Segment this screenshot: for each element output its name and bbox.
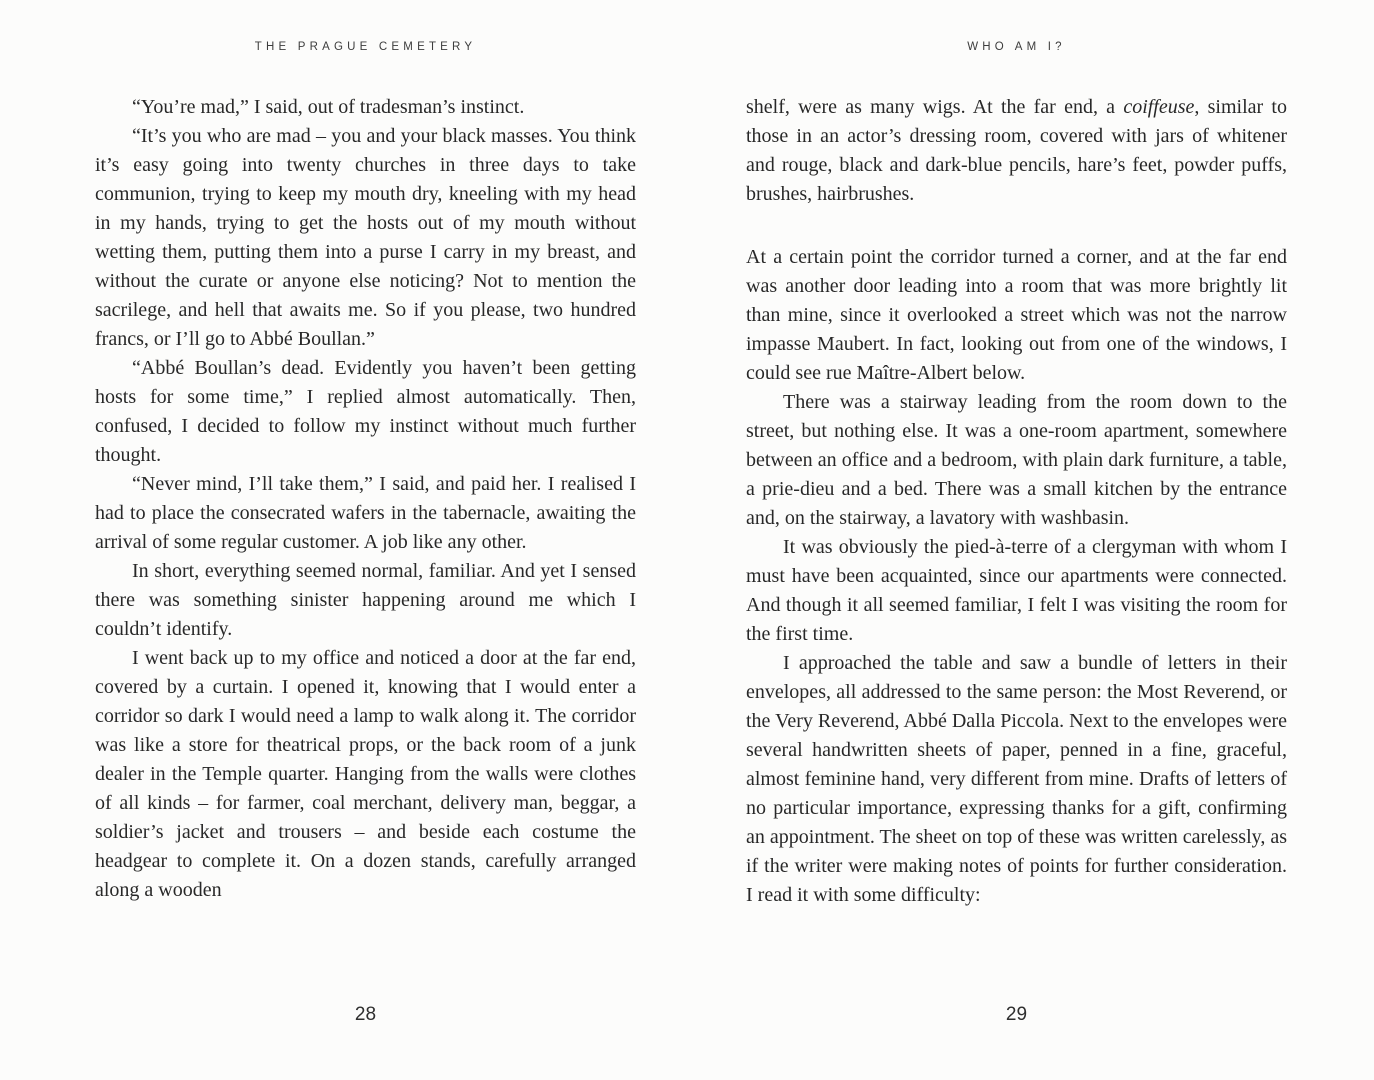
text-segment: At a certain point the corridor turned a corner, and at the far end was another door leading into a room that was more brightly lit than mine, since it overlooked a street which was not the narrow impasse Maubert. In fact, looking out from one of the windows, I could see rue Maître-Albert below. bbox=[746, 246, 1287, 384]
italic-text-segment: coiffeuse bbox=[1123, 96, 1195, 118]
paragraph bbox=[95, 644, 636, 905]
text-segment: , similar to those in an actor’s dressing room, covered with jars of whitener and rouge, black and dark-blue pencils, hare’s feet, powder puffs, brushes, hairbrushes. bbox=[746, 96, 1287, 205]
paragraph bbox=[95, 354, 636, 470]
page-left bbox=[95, 0, 636, 1080]
text-segment: shelf, were as many wigs. At the far end, a bbox=[746, 96, 1124, 118]
left-page-number: 28 bbox=[354, 1004, 377, 1025]
page-right bbox=[746, 0, 1287, 1080]
paragraph bbox=[746, 649, 1287, 910]
paragraph bbox=[95, 122, 636, 354]
text-segment: There was a stairway leading from the room down to the street, but nothing else. It was a one-room apartment, somewhere between an office and a bedroom, with plain dark furniture, a table, a prie-dieu and a bed. There was a small kitchen by the entrance and, on the stairway, a lavatory with washbasin. bbox=[746, 391, 1287, 529]
text-segment: “You’re mad,” I said, out of tradesman’s instinct. bbox=[132, 96, 525, 118]
text-segment: I approached the table and saw a bundle of letters in their envelopes, all addressed to the same person: the Most Reverend, or the Very Reverend, Abbé Dalla Piccola. Next to the envelopes were several handwritten sheets of paper, penned in a fine, graceful, almost feminine hand, very different from mine. Drafts of letters of no particular importance, expressing thanks for a gift, confirming an appointment. The sheet on top of these was written carelessly, as if the writer were making notes of points for further consideration. I read it with some difficulty: bbox=[746, 652, 1287, 906]
text-segment: “It’s you who are mad – you and your black masses. You think it’s easy going into twenty churches in three days to take communion, trying to keep my mouth dry, kneeling with my head in my hands, trying to get the hosts out of my mouth without wetting them, putting them into a purse I carry in my breast, and without the curate or anyone else noticing? Not to mention the sacrilege, and hell that awaits me. So if you please, two hundred francs, or I’ll go to Abbé Boullan.” bbox=[95, 125, 636, 350]
paragraph bbox=[95, 93, 636, 122]
paragraph bbox=[746, 388, 1287, 533]
left-running-header: THE PRAGUE CEMETERY bbox=[254, 41, 477, 53]
text-segment: “Never mind, I’ll take them,” I said, and paid her. I realised I had to place the consecrated wafers in the tabernacle, awaiting the arrival of some regular customer. A job like any other. bbox=[95, 473, 636, 553]
paragraph bbox=[746, 93, 1287, 209]
paragraph bbox=[95, 557, 636, 644]
text-segment: It was obviously the pied-à-terre of a clergyman with whom I must have been acquainted, since our apartments were connected. And though it all seemed familiar, I felt I was visiting the room for the first time. bbox=[746, 536, 1287, 645]
paragraph bbox=[746, 243, 1287, 388]
paragraph bbox=[746, 533, 1287, 649]
text-segment: In short, everything seemed normal, familiar. And yet I sensed there was something sinister happening around me which I couldn’t identify. bbox=[95, 560, 636, 640]
paragraph bbox=[95, 470, 636, 557]
text-segment: I went back up to my office and noticed a door at the far end, covered by a curtain. I opened it, knowing that I would enter a corridor so dark I would need a lamp to walk along it. The corridor was like a store for theatrical props, or the back room of a junk dealer in the Temple quarter. Hanging from the walls were clothes of all kinds – for farmer, coal merchant, delivery man, beggar, a soldier’s jacket and trousers – and beside each costume the headgear to complete it. On a dozen stands, carefully arranged along a wooden bbox=[95, 647, 636, 901]
right-running-header: WHO AM I? bbox=[967, 41, 1066, 53]
left-page-body bbox=[95, 93, 636, 905]
right-page-body bbox=[746, 93, 1287, 910]
text-segment: “Abbé Boullan’s dead. Evidently you haven’t been getting hosts for some time,” I replied almost automatically. Then, confused, I decided to follow my instinct without much further thought. bbox=[95, 357, 636, 466]
right-page-number: 29 bbox=[1005, 1004, 1028, 1025]
